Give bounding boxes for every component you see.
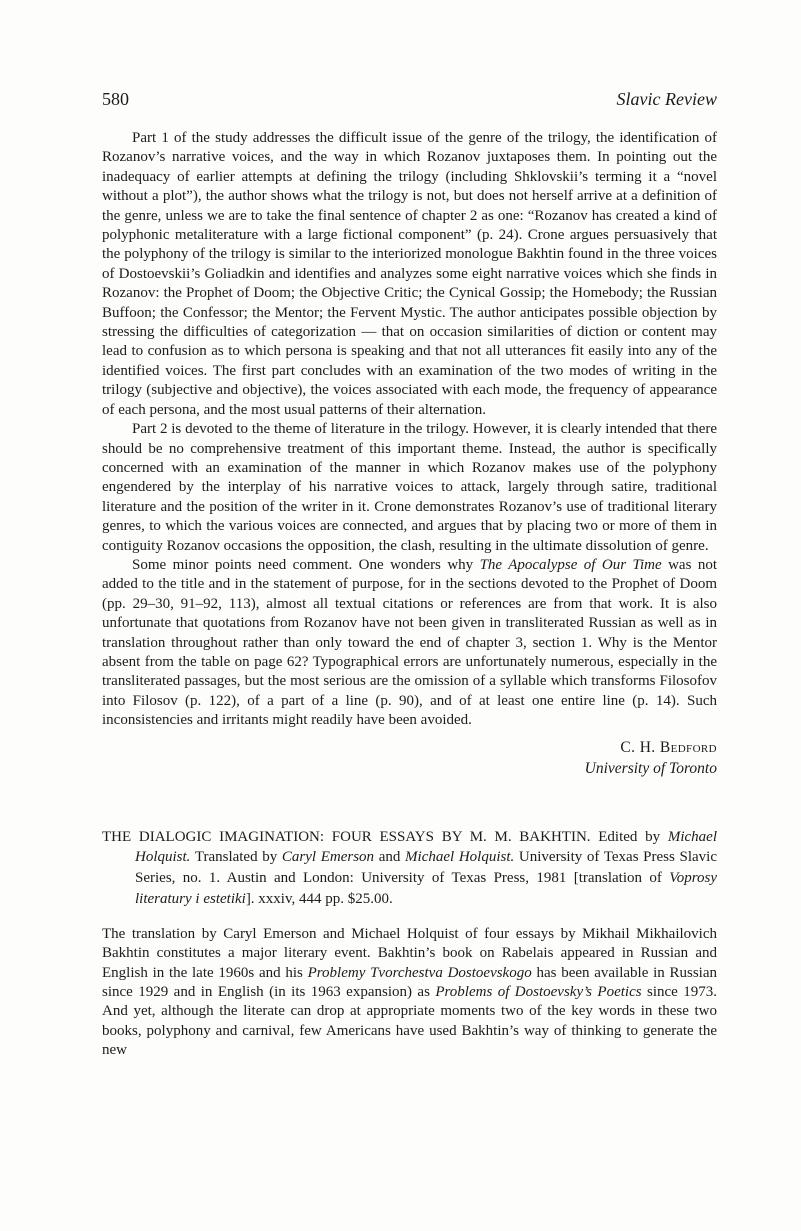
signature-block <box>102 737 717 780</box>
journal-title: Slavic Review <box>616 89 717 109</box>
page-number: 580 <box>102 89 129 109</box>
reviewer-affiliation: University of Toronto <box>584 760 717 778</box>
page-content-column <box>102 88 717 1061</box>
reviewer-name: C. H. Bedford <box>620 738 717 756</box>
running-head <box>102 88 717 110</box>
review-paragraph: Part 1 of the study addresses the difficult issue of the genre of the trilogy, the identification of Rozanov’s narrative voices, and the way in which Rozanov juxtaposes them. In pointing out the inadequacy of earlier attempts at defining the trilogy (including Shklovskii’s terming it a “novel without a plot”), the author shows what the trilogy is not, but does not herself arrive at a definition of the genre, unless we are to take the final sentence of chapter 2 as one: “Rozanov has created a kind of polyphonic metaliterature with a large fictional component” (p. 24). Crone argues persuasively that the polyphony of the trilogy is similar to the interiorized monologue Bakhtin found in the three voices of Dostoevskii’s Goliadkin and identifies and analyzes some eight narrative voices which she finds in Rozanov: the Prophet of Doom; the Objective Critic; the Cynical Gossip; the Homebody; the Russian Buffoon; the Confessor; the Mentor; the Fervent Mystic. The author anticipates possible objection by stressing the difficulties of categorization — that on occasion similarities of diction or content may lead to confusion as to which persona is speaking and that not all utterances fit easily into any of the identified voices. The first part concludes with an examination of the two modes of writing in the trilogy (subjective and objective), the voices associated with each mode, the frequency of appearance of each persona, and the most usual patterns of their alternation. <box>102 130 717 418</box>
review-bakhtin <box>102 827 717 1061</box>
review-rozanov <box>102 129 717 780</box>
review-paragraph: The translation by Caryl Emerson and Michael Holquist of four essays by Mikhail Mikhailovich Bakhtin constitutes a major literary event. Bakhtin’s book on Rabelais appeared in Russian and English in the late 1960s and his Problemy Tvorchestva Dostoevskogo has been available in Russian since 1929 and in English (in its 1963 expansion) as Problems of Dostoevsky’s Poetics since 1973. And yet, although the literate can drop at appropriate moments two of the key words in these two books, polyphony and carnival, few Americans have used Bakhtin’s way of thinking to generate the new <box>102 925 718 1059</box>
review-paragraph: Part 2 is devoted to the theme of literature in the trilogy. However, it is clearly intended that there should be no comprehensive treatment of this important theme. Instead, the author is specifically concerned with an examination of the manner in which Rozanov makes use of the polyphony engendered by the interplay of his narrative voices to attack, largely through satire, traditional literature and the position of the writer in it. Crone demonstrates Rozanov’s use of traditional literary genres, to which the various voices are connected, and argues that by placing two or more of them in contiguity Rozanov occasions the opposition, the clash, resulting in the ultimate dissolution of genre. <box>102 421 717 554</box>
book-review-heading: THE DIALOGIC IMAGINATION: FOUR ESSAYS BY M. M. BAKHTIN. Edited by Michael Holquist. Translated by Caryl Emerson and Michael Holquist. University of Texas Press Slavic Series, no. 1. Austin and London: University of Texas Press, 1981 [translation of Voprosy literatury i estetiki]. xxxiv, 444 pp. $25.00. <box>102 828 718 907</box>
review-paragraph: Some minor points need comment. One wonders why The Apocalypse of Our Time was not added to the title and in the statement of purpose, for in the sections devoted to the Prophet of Doom (pp. 29–30, 91–92, 113), almost all textual citations or references are from that work. It is also unfortunate that quotations from Rozanov have not been given in transliterated Russian as well as in translation throughout rather than only toward the end of chapter 3, section 1. Why is the Mentor absent from the table on page 62? Typographical errors are unfortunately numerous, especially in the transliterated passages, but the most serious are the omission of a syllable which transforms Filosofov into Filosov (p. 122), of a part of a line (p. 90), and of at least one entire line (p. 14). Such inconsistencies and irritants might readily have been avoided. <box>102 556 717 729</box>
